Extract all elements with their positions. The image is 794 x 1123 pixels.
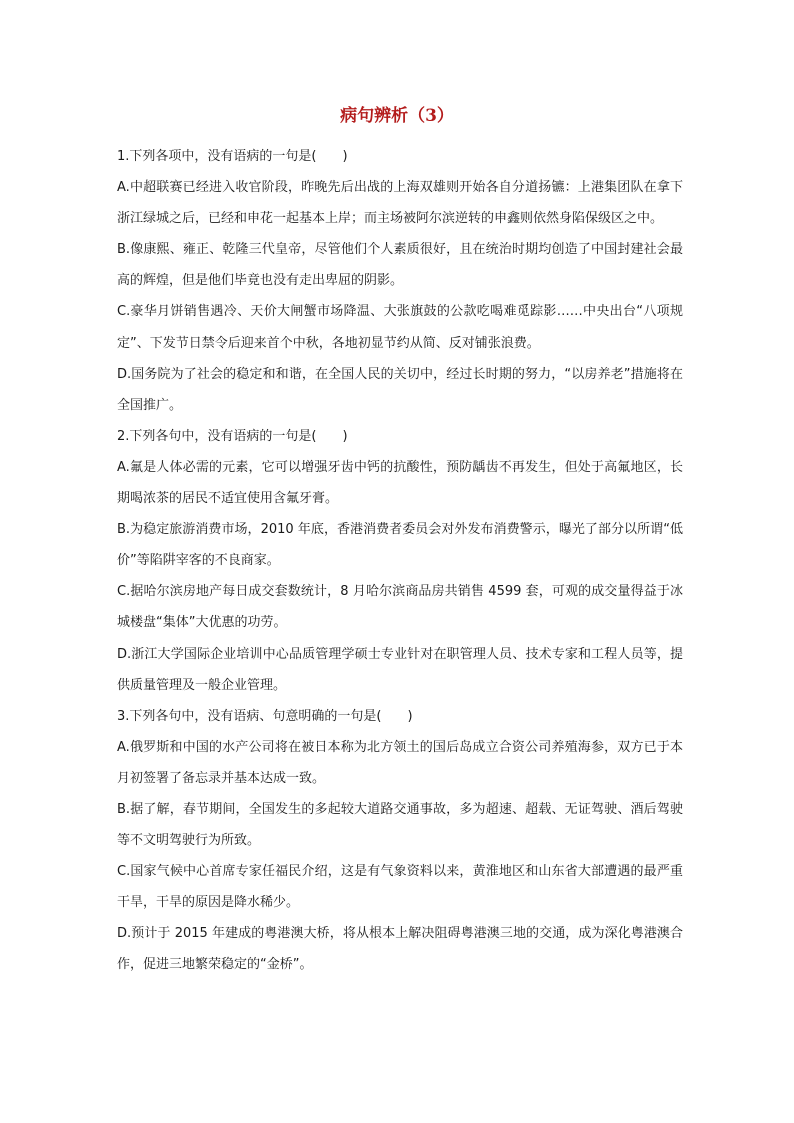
- option-c: C.国家气候中心首席专家任福民介绍，这是有气象资料以来，黄淮地区和山东省大部遭遇的最严重干旱，干旱的原因是降水稀少。: [117, 864, 683, 911]
- option-d: D.预计于 2015 年建成的粤港澳大桥，将从根本上解决阻碍粤港澳三地的交通，成为深化粤港澳合作，促进三地繁荣稳定的“金桥”。: [117, 926, 683, 973]
- page-title: 病句辨析（3）: [340, 106, 454, 126]
- option-a: A.俄罗斯和中国的水产公司将在被日本称为北方领土的国后岛成立合资公司养殖海参，双方已于本月初签署了备忘录并基本达成一致。: [117, 739, 683, 786]
- option-b: B.像康熙、雍正、乾隆三代皇帝，尽管他们个人素质很好，且在统治时期均创造了中国封建社会最高的辉煌，但是他们毕竟也没有走出卑屈的阴影。: [117, 242, 683, 289]
- option-c: C.豪华月饼销售遇冷、天价大闸蟹市场降温、大张旗鼓的公款吃喝难觅踪影……中央出台“八项规定”、下发节日禁令后迎来首个中秋，各地初显节约从简、反对铺张浪费。: [117, 304, 683, 351]
- question-2: [117, 421, 683, 701]
- question-3: [117, 701, 683, 981]
- question-stem: 1.下列各项中，没有语病的一句是( ): [117, 149, 348, 164]
- option-a: A.中超联赛已经进入收官阶段，昨晚先后出战的上海双雄则开始各自分道扬镳：上港集团队在拿下浙江绿城之后，已经和申花一起基本上岸；而主场被阿尔滨逆转的申鑫则依然身陷保级区之中。: [117, 180, 683, 227]
- question-stem: 2.下列各句中，没有语病的一句是( ): [117, 428, 348, 444]
- option-b: B.为稳定旅游消费市场，2010 年底，香港消费者委员会对外发布消费警示，曝光了部分以所谓“低价”等陷阱宰客的不良商家。: [117, 522, 683, 569]
- option-b: B.据了解，春节期间，全国发生的多起较大道路交通事故，多为超速、超载、无证驾驶、酒后驾驶等不文明驾驶行为所致。: [117, 801, 683, 849]
- question-1: [117, 141, 683, 421]
- option-c: C.据哈尔滨房地产每日成交套数统计，8 月哈尔滨商品房共销售 4599 套，可观的成交量得益于冰城楼盘“集体”大优惠的功劳。: [117, 584, 683, 631]
- option-d: D.浙江大学国际企业培训中心品质管理学硕士专业针对在职管理人员、技术专家和工程人员等，提供质量管理及一般企业管理。: [117, 646, 683, 693]
- option-d: D.国务院为了社会的稳定和和谐，在全国人民的关切中，经过长时期的努力，“以房养老”措施将在全国推广。: [117, 366, 683, 413]
- document-body: [117, 141, 683, 981]
- question-stem: 3.下列各句中，没有语病、句意明确的一句是( ): [117, 708, 413, 724]
- option-a: A.氟是人体必需的元素，它可以增强牙齿中钙的抗酸性，预防龋齿不再发生，但处于高氟地区，长期喝浓茶的居民不适宜使用含氟牙膏。: [117, 459, 683, 507]
